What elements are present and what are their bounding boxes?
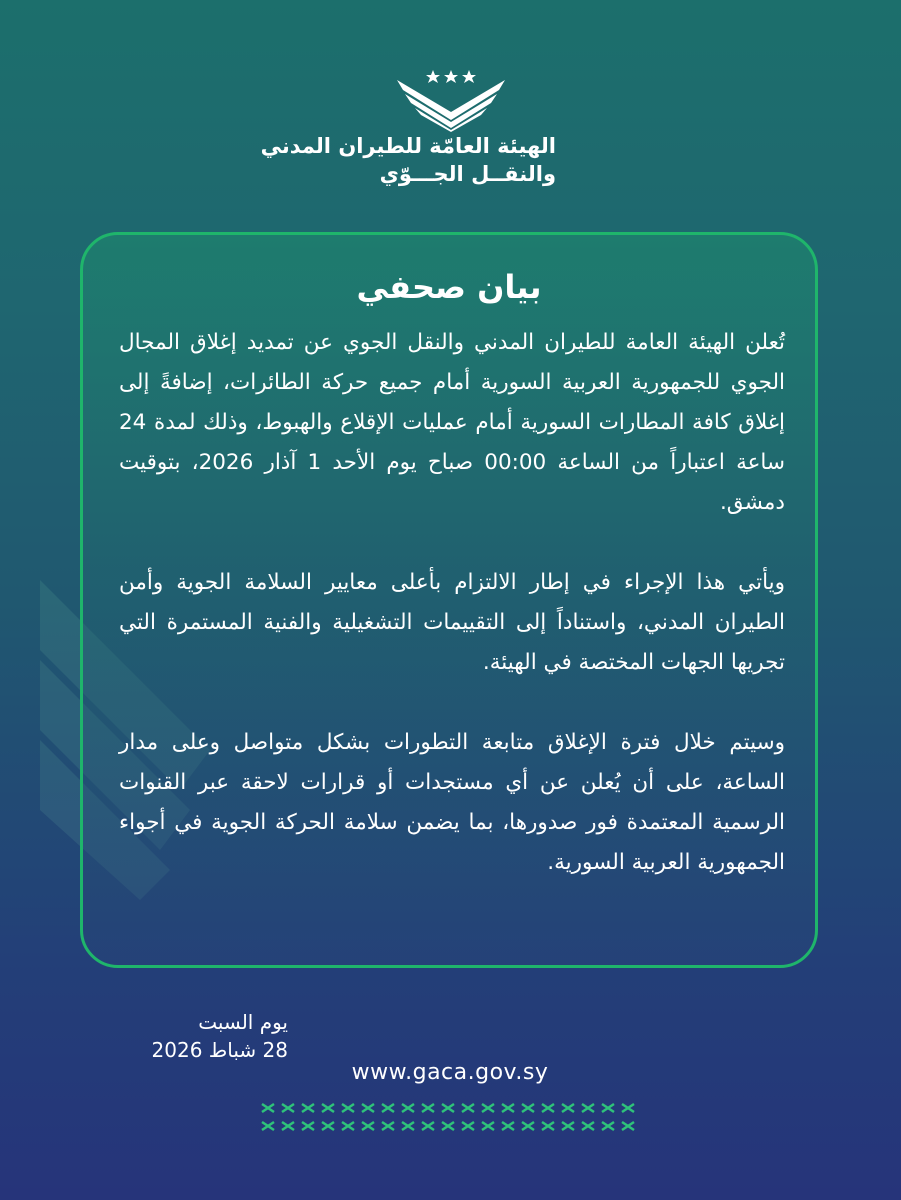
- organization-name-line2: والنقــل الجـــوّي: [379, 162, 556, 186]
- statement-body: [119, 323, 785, 883]
- organization-name-line1: الهيئة العامّة للطيران المدني: [260, 134, 556, 158]
- decorative-pattern-icon: [258, 1098, 644, 1138]
- issue-date-text: 28 شباط 2026: [151, 1038, 288, 1062]
- issue-date: [120, 1008, 288, 1064]
- website-link[interactable]: www.gaca.gov.sy: [351, 1060, 549, 1085]
- gaca-eagle-logo-icon: [395, 66, 507, 132]
- press-statement-card: [80, 232, 818, 968]
- statement-paragraph: ويأتي هذا الإجراء في إطار الالتزام بأعلى معايير السلامة الجوية وأمن الطيران المدني، واستناداً إلى التقييمات التشغيلية والفنية المستمرة التي تجريها الجهات المختصة في الهيئة.: [119, 570, 785, 675]
- issue-day: يوم السبت: [198, 1010, 288, 1034]
- statement-title: بيان صحفي: [356, 268, 542, 306]
- statement-paragraph: وسيتم خلال فترة الإغلاق متابعة التطورات بشكل متواصل وعلى مدار الساعة، على أن يُعلن عن أي مستجدات أو قرارات لاحقة عبر القنوات الرسمية المعتمدة فور صدورها، بما يضمن سلامة الحركة الجوية في أجواء الجمهورية العربية السورية.: [119, 730, 785, 875]
- statement-paragraph: تُعلن الهيئة العامة للطيران المدني والنقل الجوي عن تمديد إغلاق المجال الجوي للجمهورية العربية السورية أمام جميع حركة الطائرات، إضافةً إلى إغلاق كافة المطارات السورية أمام عمليات الإقلاع والهبوط، وذلك لمدة 24 ساعة اعتباراً من الساعة 00:00 صباح يوم الأحد 1 آذار 2026، بتوقيت دمشق.: [119, 330, 785, 515]
- organization-name: [260, 132, 556, 188]
